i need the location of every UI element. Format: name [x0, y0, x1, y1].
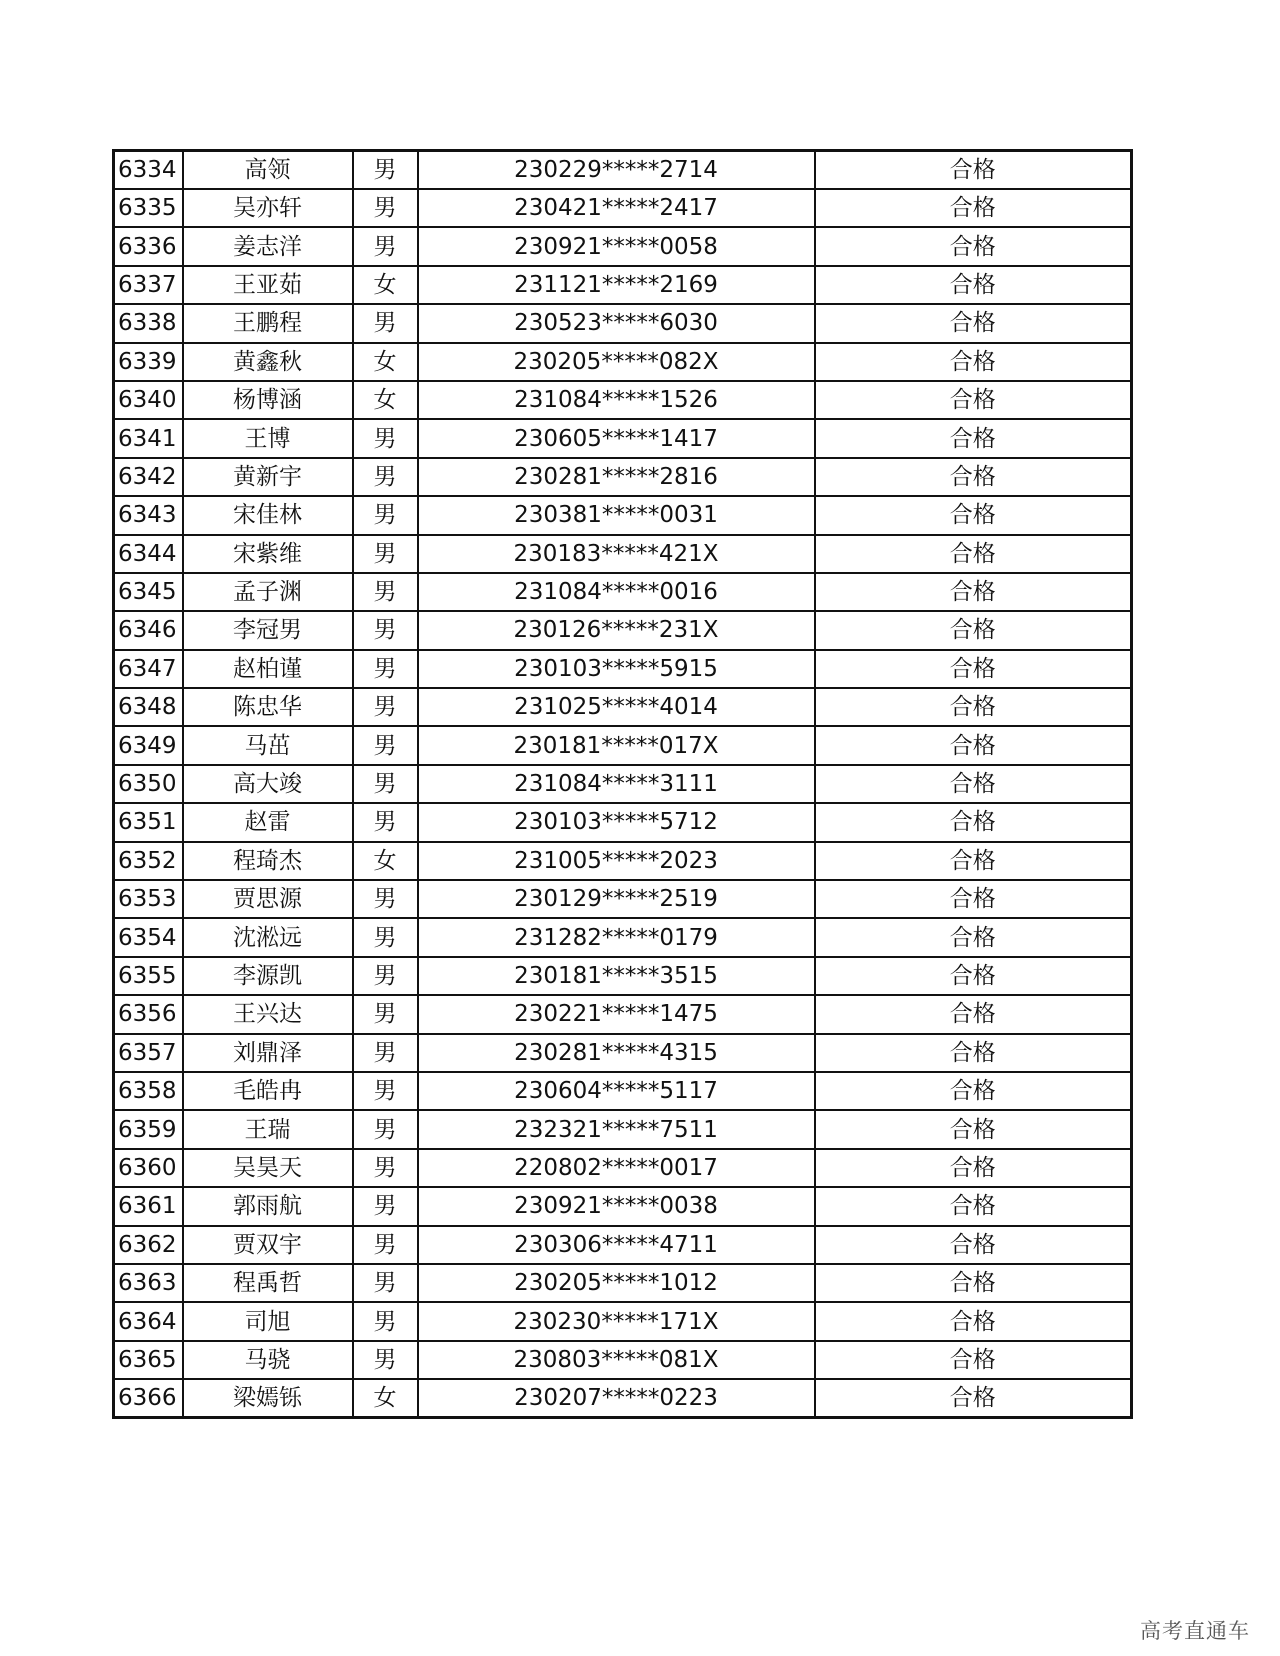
result-cell: 合格	[815, 1341, 1132, 1379]
table-row	[114, 227, 1132, 265]
table-row	[114, 419, 1132, 457]
gender-cell: 男	[353, 1341, 418, 1379]
result-cell: 合格	[815, 1187, 1132, 1225]
name-cell: 吴昊天	[183, 1149, 353, 1187]
row-number-cell: 6350	[114, 765, 183, 803]
row-number-cell: 6344	[114, 535, 183, 573]
table-row	[114, 650, 1132, 688]
result-cell: 合格	[815, 611, 1132, 649]
table-row	[114, 1341, 1132, 1379]
id-number-cell: 230126*****231X	[418, 611, 815, 649]
row-number-cell: 6337	[114, 266, 183, 304]
table-row	[114, 1149, 1132, 1187]
table-row	[114, 803, 1132, 841]
id-number-cell: 231121*****2169	[418, 266, 815, 304]
id-number-cell: 231084*****3111	[418, 765, 815, 803]
gender-cell: 男	[353, 1034, 418, 1072]
name-cell: 沈淞远	[183, 918, 353, 956]
result-cell: 合格	[815, 1110, 1132, 1148]
row-number-cell: 6340	[114, 381, 183, 419]
gender-cell: 男	[353, 995, 418, 1033]
row-number-cell: 6363	[114, 1264, 183, 1302]
results-table-container	[112, 149, 1133, 1419]
result-cell: 合格	[815, 918, 1132, 956]
name-cell: 王亚茹	[183, 266, 353, 304]
table-row	[114, 726, 1132, 764]
name-cell: 杨博涵	[183, 381, 353, 419]
row-number-cell: 6342	[114, 458, 183, 496]
row-number-cell: 6346	[114, 611, 183, 649]
name-cell: 王鹏程	[183, 304, 353, 342]
result-cell: 合格	[815, 650, 1132, 688]
row-number-cell: 6360	[114, 1149, 183, 1187]
table-row	[114, 1264, 1132, 1302]
name-cell: 李冠男	[183, 611, 353, 649]
gender-cell: 男	[353, 304, 418, 342]
name-cell: 黄鑫秋	[183, 343, 353, 381]
row-number-cell: 6353	[114, 880, 183, 918]
gender-cell: 女	[353, 266, 418, 304]
gender-cell: 男	[353, 496, 418, 534]
name-cell: 高大竣	[183, 765, 353, 803]
result-cell: 合格	[815, 726, 1132, 764]
id-number-cell: 230281*****4315	[418, 1034, 815, 1072]
result-cell: 合格	[815, 535, 1132, 573]
table-row	[114, 535, 1132, 573]
row-number-cell: 6334	[114, 151, 183, 190]
name-cell: 黄新宇	[183, 458, 353, 496]
result-cell: 合格	[815, 304, 1132, 342]
table-row	[114, 266, 1132, 304]
result-cell: 合格	[815, 458, 1132, 496]
id-number-cell: 230306*****4711	[418, 1226, 815, 1264]
gender-cell: 男	[353, 1264, 418, 1302]
table-row	[114, 880, 1132, 918]
result-cell: 合格	[815, 496, 1132, 534]
name-cell: 宋紫维	[183, 535, 353, 573]
gender-cell: 男	[353, 227, 418, 265]
row-number-cell: 6347	[114, 650, 183, 688]
row-number-cell: 6355	[114, 957, 183, 995]
result-cell: 合格	[815, 1226, 1132, 1264]
results-table	[112, 149, 1133, 1419]
result-cell: 合格	[815, 995, 1132, 1033]
id-number-cell: 230181*****017X	[418, 726, 815, 764]
result-cell: 合格	[815, 227, 1132, 265]
name-cell: 贾双宇	[183, 1226, 353, 1264]
table-row	[114, 458, 1132, 496]
table-row	[114, 496, 1132, 534]
id-number-cell: 230523*****6030	[418, 304, 815, 342]
result-cell: 合格	[815, 189, 1132, 227]
id-number-cell: 230605*****1417	[418, 419, 815, 457]
table-row	[114, 1187, 1132, 1225]
result-cell: 合格	[815, 957, 1132, 995]
result-cell: 合格	[815, 1034, 1132, 1072]
result-cell: 合格	[815, 266, 1132, 304]
gender-cell: 男	[353, 458, 418, 496]
id-number-cell: 230921*****0058	[418, 227, 815, 265]
name-cell: 李源凯	[183, 957, 353, 995]
name-cell: 王瑞	[183, 1110, 353, 1148]
id-number-cell: 230103*****5915	[418, 650, 815, 688]
id-number-cell: 231084*****0016	[418, 573, 815, 611]
gender-cell: 男	[353, 957, 418, 995]
table-row	[114, 381, 1132, 419]
id-number-cell: 230181*****3515	[418, 957, 815, 995]
gender-cell: 男	[353, 1110, 418, 1148]
id-number-cell: 231282*****0179	[418, 918, 815, 956]
gender-cell: 男	[353, 803, 418, 841]
name-cell: 刘鼎泽	[183, 1034, 353, 1072]
name-cell: 毛皓冉	[183, 1072, 353, 1110]
row-number-cell: 6366	[114, 1379, 183, 1418]
name-cell: 梁嫣铄	[183, 1379, 353, 1418]
id-number-cell: 230281*****2816	[418, 458, 815, 496]
result-cell: 合格	[815, 1149, 1132, 1187]
table-row	[114, 842, 1132, 880]
name-cell: 马茁	[183, 726, 353, 764]
gender-cell: 男	[353, 1187, 418, 1225]
watermark-text: 高考直通车	[1140, 1619, 1250, 1643]
id-number-cell: 230604*****5117	[418, 1072, 815, 1110]
row-number-cell: 6348	[114, 688, 183, 726]
id-number-cell: 230381*****0031	[418, 496, 815, 534]
table-row	[114, 189, 1132, 227]
gender-cell: 男	[353, 151, 418, 190]
table-row	[114, 957, 1132, 995]
gender-cell: 女	[353, 381, 418, 419]
name-cell: 宋佳林	[183, 496, 353, 534]
name-cell: 郭雨航	[183, 1187, 353, 1225]
gender-cell: 男	[353, 650, 418, 688]
row-number-cell: 6354	[114, 918, 183, 956]
id-number-cell: 220802*****0017	[418, 1149, 815, 1187]
id-number-cell: 230421*****2417	[418, 189, 815, 227]
gender-cell: 男	[353, 573, 418, 611]
table-row	[114, 1379, 1132, 1418]
id-number-cell: 230229*****2714	[418, 151, 815, 190]
name-cell: 贾思源	[183, 880, 353, 918]
name-cell: 赵柏谨	[183, 650, 353, 688]
table-row	[114, 918, 1132, 956]
row-number-cell: 6345	[114, 573, 183, 611]
id-number-cell: 230207*****0223	[418, 1379, 815, 1418]
id-number-cell: 231005*****2023	[418, 842, 815, 880]
result-cell: 合格	[815, 343, 1132, 381]
gender-cell: 男	[353, 189, 418, 227]
table-row	[114, 995, 1132, 1033]
row-number-cell: 6359	[114, 1110, 183, 1148]
name-cell: 高领	[183, 151, 353, 190]
table-row	[114, 343, 1132, 381]
gender-cell: 男	[353, 1226, 418, 1264]
row-number-cell: 6351	[114, 803, 183, 841]
table-row	[114, 1034, 1132, 1072]
result-cell: 合格	[815, 803, 1132, 841]
name-cell: 司旭	[183, 1302, 353, 1340]
table-row	[114, 573, 1132, 611]
id-number-cell: 232321*****7511	[418, 1110, 815, 1148]
name-cell: 程琦杰	[183, 842, 353, 880]
gender-cell: 男	[353, 419, 418, 457]
gender-cell: 男	[353, 1072, 418, 1110]
gender-cell: 女	[353, 343, 418, 381]
id-number-cell: 231025*****4014	[418, 688, 815, 726]
table-row	[114, 688, 1132, 726]
result-cell: 合格	[815, 151, 1132, 190]
row-number-cell: 6364	[114, 1302, 183, 1340]
row-number-cell: 6341	[114, 419, 183, 457]
row-number-cell: 6358	[114, 1072, 183, 1110]
name-cell: 陈忠华	[183, 688, 353, 726]
gender-cell: 男	[353, 611, 418, 649]
row-number-cell: 6335	[114, 189, 183, 227]
table-row	[114, 611, 1132, 649]
id-number-cell: 230205*****082X	[418, 343, 815, 381]
result-cell: 合格	[815, 419, 1132, 457]
name-cell: 赵雷	[183, 803, 353, 841]
id-number-cell: 230183*****421X	[418, 535, 815, 573]
table-row	[114, 151, 1132, 190]
name-cell: 马骁	[183, 1341, 353, 1379]
result-cell: 合格	[815, 1302, 1132, 1340]
gender-cell: 男	[353, 726, 418, 764]
gender-cell: 男	[353, 688, 418, 726]
id-number-cell: 230129*****2519	[418, 880, 815, 918]
id-number-cell: 230103*****5712	[418, 803, 815, 841]
row-number-cell: 6343	[114, 496, 183, 534]
gender-cell: 女	[353, 1379, 418, 1418]
row-number-cell: 6362	[114, 1226, 183, 1264]
table-row	[114, 1110, 1132, 1148]
row-number-cell: 6357	[114, 1034, 183, 1072]
result-cell: 合格	[815, 880, 1132, 918]
result-cell: 合格	[815, 842, 1132, 880]
gender-cell: 男	[353, 918, 418, 956]
result-cell: 合格	[815, 765, 1132, 803]
gender-cell: 男	[353, 765, 418, 803]
gender-cell: 男	[353, 535, 418, 573]
result-cell: 合格	[815, 1072, 1132, 1110]
table-row	[114, 1302, 1132, 1340]
table-row	[114, 765, 1132, 803]
name-cell: 姜志洋	[183, 227, 353, 265]
gender-cell: 男	[353, 1149, 418, 1187]
name-cell: 王博	[183, 419, 353, 457]
id-number-cell: 230803*****081X	[418, 1341, 815, 1379]
result-cell: 合格	[815, 688, 1132, 726]
result-cell: 合格	[815, 1264, 1132, 1302]
row-number-cell: 6349	[114, 726, 183, 764]
row-number-cell: 6365	[114, 1341, 183, 1379]
row-number-cell: 6339	[114, 343, 183, 381]
row-number-cell: 6356	[114, 995, 183, 1033]
id-number-cell: 230921*****0038	[418, 1187, 815, 1225]
gender-cell: 男	[353, 880, 418, 918]
gender-cell: 男	[353, 1302, 418, 1340]
table-row	[114, 304, 1132, 342]
row-number-cell: 6352	[114, 842, 183, 880]
id-number-cell: 230230*****171X	[418, 1302, 815, 1340]
result-cell: 合格	[815, 1379, 1132, 1418]
name-cell: 程禹哲	[183, 1264, 353, 1302]
name-cell: 王兴达	[183, 995, 353, 1033]
result-cell: 合格	[815, 573, 1132, 611]
table-row	[114, 1072, 1132, 1110]
results-table-body	[114, 151, 1132, 1418]
row-number-cell: 6361	[114, 1187, 183, 1225]
result-cell: 合格	[815, 381, 1132, 419]
id-number-cell: 230221*****1475	[418, 995, 815, 1033]
name-cell: 孟子渊	[183, 573, 353, 611]
id-number-cell: 230205*****1012	[418, 1264, 815, 1302]
row-number-cell: 6338	[114, 304, 183, 342]
row-number-cell: 6336	[114, 227, 183, 265]
gender-cell: 女	[353, 842, 418, 880]
table-row	[114, 1226, 1132, 1264]
id-number-cell: 231084*****1526	[418, 381, 815, 419]
name-cell: 吴亦轩	[183, 189, 353, 227]
